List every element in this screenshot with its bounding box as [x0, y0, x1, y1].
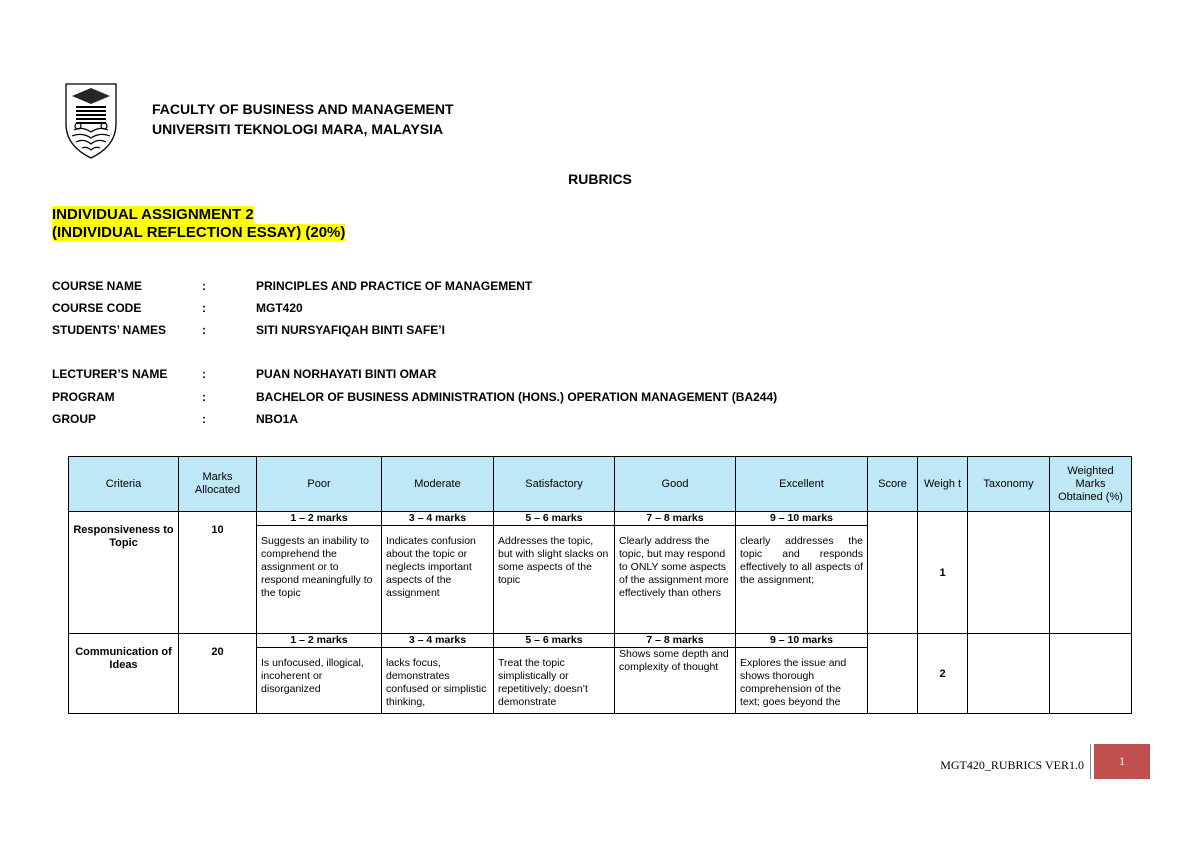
good-range: 7 – 8 marks	[615, 512, 736, 526]
assignment-heading	[52, 206, 345, 242]
excellent-range: 9 – 10 marks	[736, 512, 868, 526]
colon: :	[202, 279, 206, 293]
course-code-value: MGT420	[256, 301, 303, 315]
weighted-marks-cell	[1050, 512, 1132, 634]
excellent-text: Explores the issue and shows thorough comprehension of the text; goes beyond the	[740, 657, 847, 708]
good-text: Shows some depth and complexity of thought	[619, 648, 729, 673]
satisfactory-descriptor	[494, 648, 615, 714]
satisfactory-text: Addresses the topic, but with slight slacks on some aspects of the topic	[498, 535, 609, 586]
course-name-label: COURSE NAME	[52, 279, 143, 293]
header-excellent: Excellent	[736, 457, 868, 512]
header-poor: Poor	[257, 457, 382, 512]
assignment-subtitle: (INDIVIDUAL REFLECTION ESSAY) (20%)	[52, 224, 346, 241]
header-marks-allocated: Marks Allocated	[179, 457, 257, 512]
moderate-descriptor	[382, 648, 494, 714]
institution-heading	[152, 99, 454, 139]
colon: :	[202, 323, 206, 337]
taxonomy-cell	[968, 634, 1050, 714]
footer-document-code: MGT420_RUBRICS VER1.0	[940, 758, 1084, 772]
satisfactory-descriptor	[494, 526, 615, 634]
assignment-title: INDIVIDUAL ASSIGNMENT 2	[52, 206, 254, 223]
satisfactory-text: Treat the topic simplistically or repetitively; doesn’t demonstrate	[498, 657, 588, 708]
weight-cell: 1	[918, 512, 968, 634]
marks-allocated-cell: 20	[179, 634, 257, 714]
document-title: RUBRICS	[568, 171, 632, 187]
colon: :	[202, 390, 206, 404]
moderate-descriptor	[382, 526, 494, 634]
excellent-range: 9 – 10 marks	[736, 634, 868, 648]
faculty-name: FACULTY OF BUSINESS AND MANAGEMENT	[152, 101, 454, 117]
poor-descriptor	[257, 648, 382, 714]
poor-descriptor	[257, 526, 382, 634]
good-descriptor	[615, 526, 736, 634]
university-name: UNIVERSITI TEKNOLOGI MARA, MALAYSIA	[152, 121, 444, 137]
header-weighted-marks: Weighted Marks Obtained (%)	[1050, 457, 1132, 512]
weight-cell: 2	[918, 634, 968, 714]
table-row	[69, 634, 1132, 648]
lecturer-name-value: PUAN NORHAYATI BINTI OMAR	[256, 367, 437, 381]
weighted-marks-cell	[1050, 634, 1132, 714]
rubric-table	[68, 456, 1132, 714]
program-value: BACHELOR OF BUSINESS ADMINISTRATION (HONS.) OPERATION MANAGEMENT (BA244)	[256, 390, 778, 404]
students-names-value: SITI NURSYAFIQAH BINTI SAFE’I	[256, 323, 445, 337]
group-value: NBO1A	[256, 412, 299, 426]
poor-text: Is unfocused, illogical, incoherent or disorganized	[261, 657, 364, 695]
excellent-descriptor	[736, 526, 868, 634]
poor-range: 1 – 2 marks	[257, 512, 382, 526]
excellent-descriptor	[736, 648, 868, 714]
header-score: Score	[868, 457, 918, 512]
score-cell	[868, 634, 918, 714]
poor-text: Suggests an inability to comprehend the assignment or to respond meaningfully to the topic	[261, 535, 373, 599]
header-weight: Weigh t	[918, 457, 968, 512]
students-names-label: STUDENTS’ NAMES	[52, 323, 167, 337]
moderate-range: 3 – 4 marks	[382, 512, 494, 526]
colon: :	[202, 412, 206, 426]
footer-divider	[1090, 744, 1091, 779]
course-code-label: COURSE CODE	[52, 301, 142, 315]
moderate-range: 3 – 4 marks	[382, 634, 494, 648]
page-number: 1	[1094, 744, 1150, 779]
excellent-text: clearly addresses the topic and responds effectively to all aspects of the assignment;	[740, 535, 863, 586]
poor-range: 1 – 2 marks	[257, 634, 382, 648]
group-label: GROUP	[52, 412, 97, 426]
program-label: PROGRAM	[52, 390, 115, 404]
criteria-cell: Responsiveness to Topic	[69, 512, 179, 634]
score-cell	[868, 512, 918, 634]
colon: :	[202, 301, 206, 315]
table-header-row	[69, 457, 1132, 512]
moderate-text: lacks focus, demonstrates confused or simplistic thinking,	[386, 657, 487, 708]
good-descriptor	[615, 648, 736, 714]
header-satisfactory: Satisfactory	[494, 457, 615, 512]
colon: :	[202, 367, 206, 381]
header-moderate: Moderate	[382, 457, 494, 512]
good-text: Clearly address the topic, but may respond to ONLY some aspects of the assignment more effectively than others	[619, 535, 729, 599]
header-taxonomy: Taxonomy	[968, 457, 1050, 512]
marks-allocated-cell: 10	[179, 512, 257, 634]
university-crest-logo	[52, 80, 130, 160]
moderate-text: Indicates confusion about the topic or neglects important aspects of the assignment	[386, 535, 476, 599]
header-criteria: Criteria	[69, 457, 179, 512]
criteria-cell: Communication of Ideas	[69, 634, 179, 714]
course-name-value: PRINCIPLES AND PRACTICE OF MANAGEMENT	[256, 279, 533, 293]
satisfactory-range: 5 – 6 marks	[494, 512, 615, 526]
table-row	[69, 512, 1132, 526]
satisfactory-range: 5 – 6 marks	[494, 634, 615, 648]
good-range: 7 – 8 marks	[615, 634, 736, 648]
taxonomy-cell	[968, 512, 1050, 634]
lecturer-name-label: LECTURER’S NAME	[52, 367, 168, 381]
header-good: Good	[615, 457, 736, 512]
